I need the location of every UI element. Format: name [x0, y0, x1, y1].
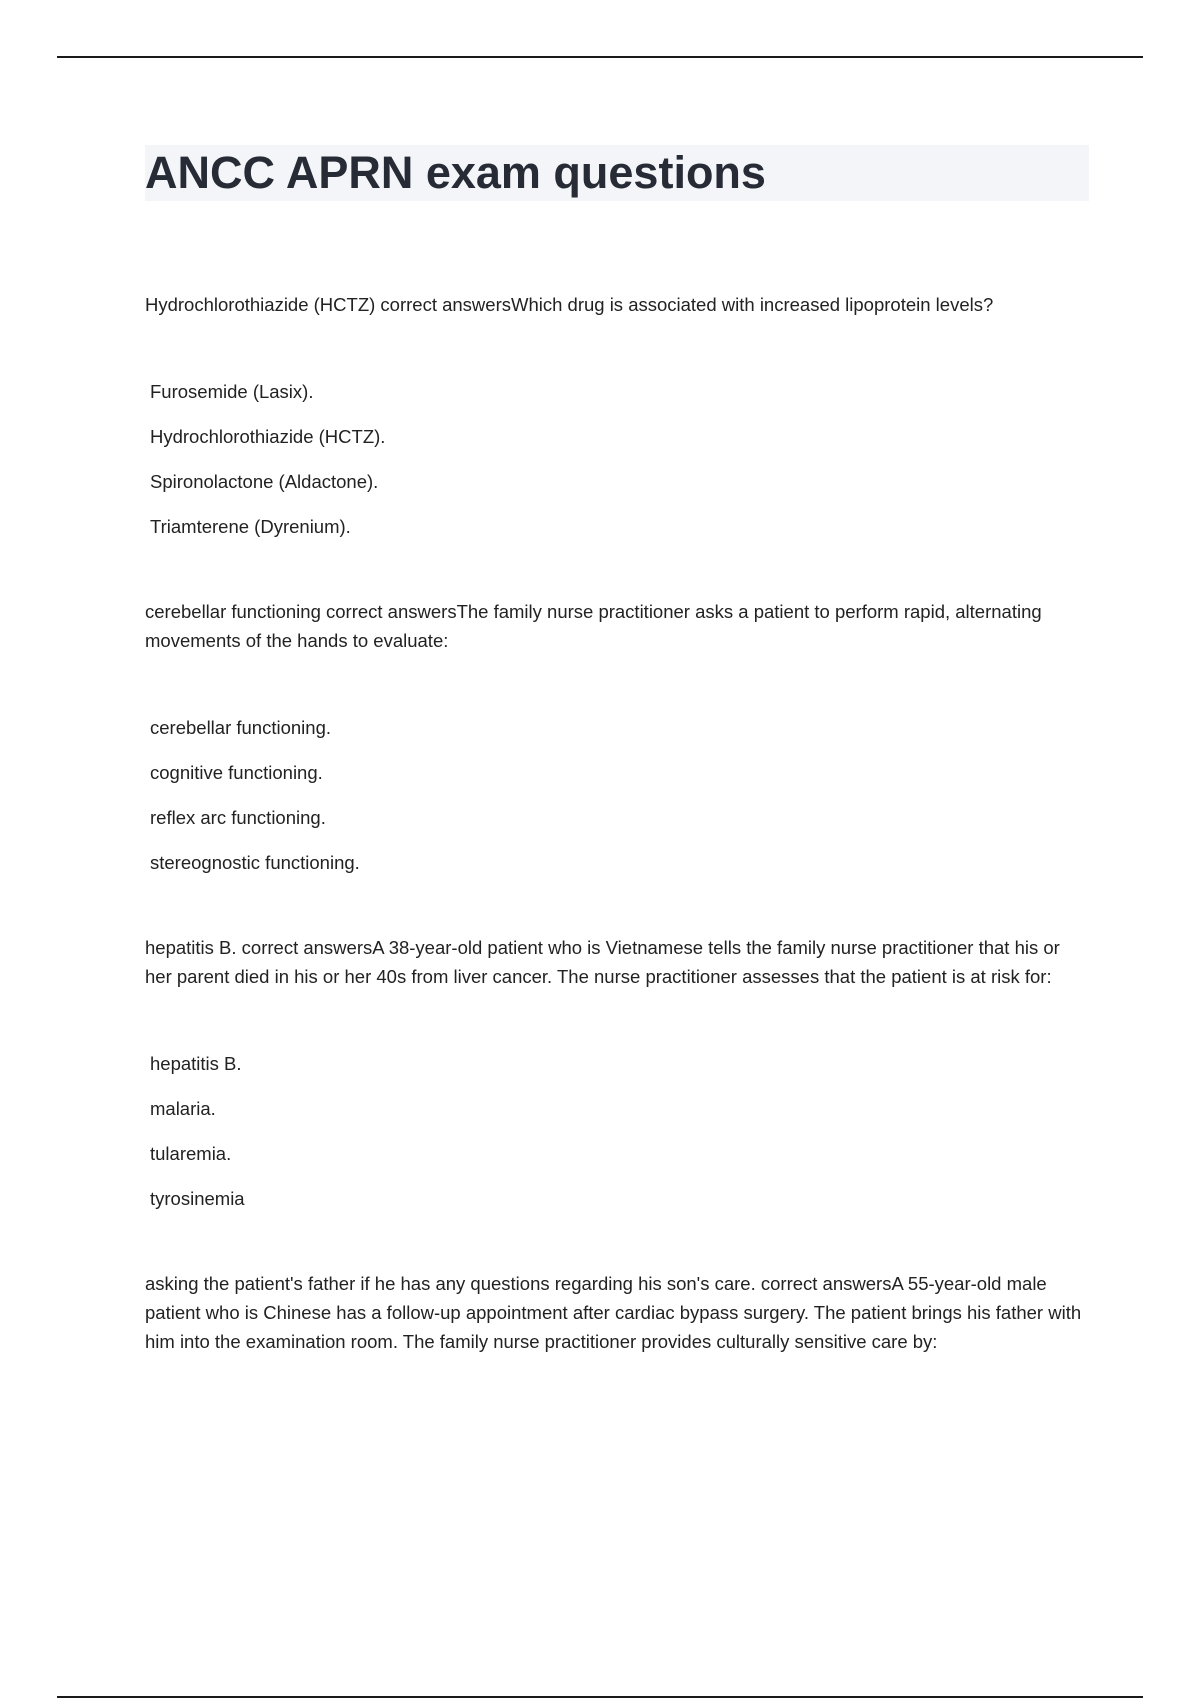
answer-option: stereognostic functioning. [150, 852, 360, 873]
answer-option: hepatitis B. [150, 1053, 242, 1074]
title-block [145, 145, 1089, 201]
answer-option: malaria. [150, 1098, 216, 1119]
page-title: ANCC APRN exam questions [145, 147, 766, 198]
question-3 [145, 933, 1090, 1213]
answer-option: tyrosinemia [150, 1188, 245, 1209]
question-text: cerebellar functioning correct answersThe family nurse practitioner asks a patient to perform rapid, alternating movements of the hands to evaluate: [145, 601, 1042, 651]
answer-option: Spironolactone (Aldactone). [150, 471, 379, 492]
question-text: hepatitis B. correct answersA 38-year-old patient who is Vietnamese tells the family nurse practitioner that his or her parent died in his or her 40s from liver cancer. The nurse practitioner assesses that the patient is at risk for: [145, 937, 1060, 987]
answer-option: tularemia. [150, 1143, 232, 1164]
footer-rule [57, 1696, 1143, 1698]
question-text: Hydrochlorothiazide (HCTZ) correct answersWhich drug is associated with increased lipoprotein levels? [145, 294, 994, 315]
question-4 [145, 1269, 1090, 1356]
answer-option: Triamterene (Dyrenium). [150, 516, 351, 537]
answer-options [145, 377, 1090, 541]
answer-option: Furosemide (Lasix). [150, 381, 314, 402]
header-rule [57, 56, 1143, 58]
answer-option: Hydrochlorothiazide (HCTZ). [150, 426, 386, 447]
question-text: asking the patient's father if he has any questions regarding his son's care. correct answersA 55-year-old male patient who is Chinese has a follow-up appointment after cardiac bypass surgery. The patient brings his father with him into the examination room. The family nurse practitioner provides culturally sensitive care by: [145, 1273, 1082, 1352]
answer-option: cerebellar functioning. [150, 717, 331, 738]
answer-options [145, 1049, 1090, 1213]
question-list [145, 290, 1090, 1412]
answer-option: reflex arc functioning. [150, 807, 326, 828]
answer-options [145, 713, 1090, 877]
question-1 [145, 290, 1090, 541]
answer-option: cognitive functioning. [150, 762, 323, 783]
question-2 [145, 597, 1090, 877]
